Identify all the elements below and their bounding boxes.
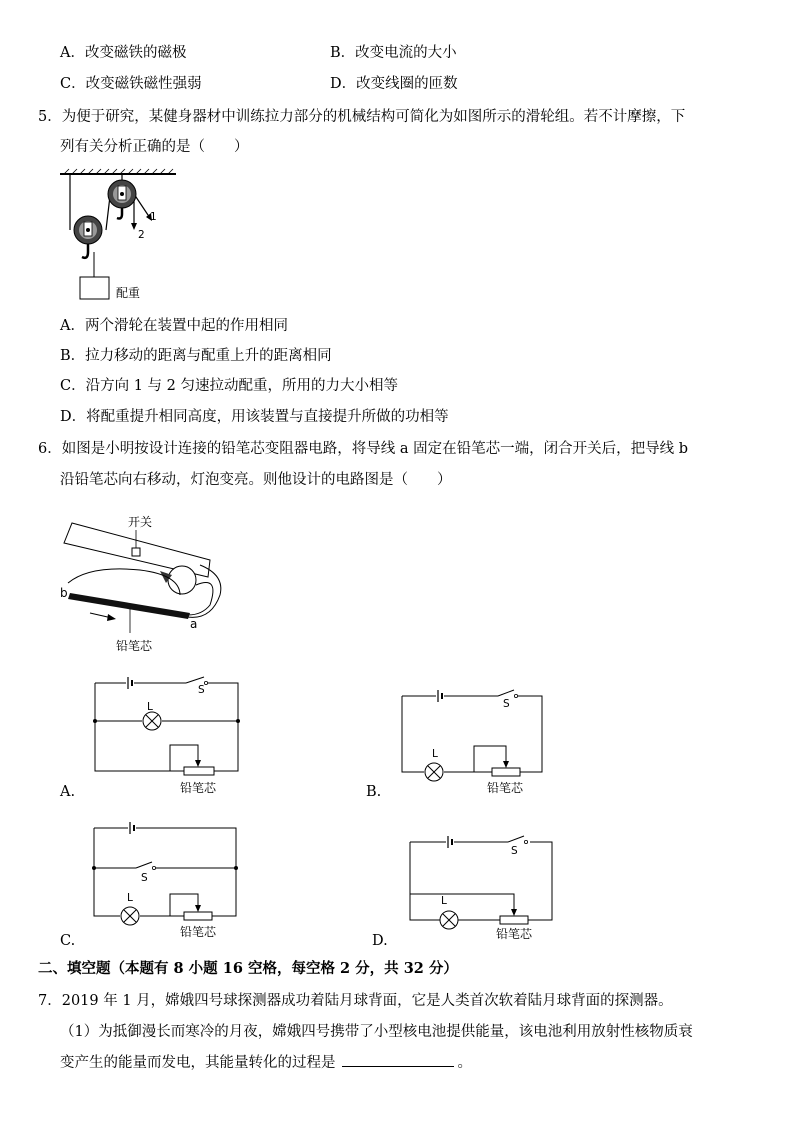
wire-a-label: a bbox=[190, 617, 198, 631]
q5-option-b: B．拉力移动的距离与配重上升的距离相同 bbox=[60, 348, 332, 364]
q4-option-a: A．改变磁铁的磁极 bbox=[60, 45, 187, 61]
option-c-letter: C. bbox=[60, 933, 76, 949]
pulley-label-2: 2 bbox=[138, 229, 145, 241]
q4-option-c: C．改变磁铁磁性强弱 bbox=[60, 76, 202, 92]
wire-b-label: b bbox=[60, 586, 68, 600]
circuit-c-lead-label: 铅笔芯 bbox=[180, 925, 217, 939]
q7-sub1-line2 bbox=[60, 1052, 472, 1073]
pencil-lead-label: 铅笔芯 bbox=[116, 639, 153, 653]
circuit-b bbox=[398, 688, 548, 778]
circuit-a-lamp-label: L bbox=[147, 701, 153, 713]
circuit-a-switch-label: S bbox=[198, 684, 205, 696]
q7-sub1-text: 变产生的能量而发电，其能量转化的过程是 bbox=[60, 1055, 336, 1071]
circuit-d-switch-label: S bbox=[511, 845, 518, 857]
q5-option-a: A．两个滑轮在装置中起的作用相同 bbox=[60, 318, 288, 334]
circuit-c bbox=[90, 822, 240, 932]
q6-stem-line1: 6．如图是小明按设计连接的铅笔芯变阻器电路，将导线 a 固定在铅笔芯一端，闭合开关后，把导线 b bbox=[38, 441, 688, 457]
section-heading: 二、填空题（本题有 8 小题 16 空格，每空格 2 分，共 32 分） bbox=[38, 960, 458, 977]
q5-stem-line1: 5．为便于研究，某健身器材中训练拉力部分的机械结构可简化为如图所示的滑轮组。若不计摩擦，下 bbox=[38, 109, 686, 125]
q7-sub1-end: 。 bbox=[457, 1055, 472, 1071]
circuit-a bbox=[90, 675, 245, 785]
pulley-label-1: 1 bbox=[150, 211, 157, 223]
switch-label: 开关 bbox=[128, 515, 153, 529]
circuit-d bbox=[406, 836, 556, 926]
option-d-letter: D. bbox=[372, 933, 388, 949]
q5-stem-line2: 列有关分析正确的是（ ） bbox=[60, 139, 249, 155]
circuit-d-lamp-label: L bbox=[441, 895, 447, 907]
q7-sub1-line1: （1）为抵御漫长而寒冷的月夜，嫦娥四号携带了小型核电池提供能量，该电池利用放射性核物质衰 bbox=[60, 1024, 693, 1040]
circuit-c-switch-label: S bbox=[141, 872, 148, 884]
q4-option-b: B．改变电流的大小 bbox=[330, 45, 457, 61]
option-a-letter: A. bbox=[60, 784, 76, 800]
circuit-d-lead-label: 铅笔芯 bbox=[496, 927, 533, 941]
q6-stem-line2: 沿铅笔芯向右移动，灯泡变亮。则他设计的电路图是（ ） bbox=[60, 472, 452, 488]
q4-option-d: D．改变线圈的匝数 bbox=[330, 76, 458, 92]
q7-stem: 7．2019 年 1 月，嫦娥四号球探测器成功着陆月球背面，它是人类首次软着陆月球背面的探测器。 bbox=[38, 993, 673, 1009]
circuit-b-lamp-label: L bbox=[432, 748, 438, 760]
circuit-b-switch-label: S bbox=[503, 698, 510, 710]
q5-option-d: D．将配重提升相同高度，用该装置与直接提升所做的功相等 bbox=[60, 409, 449, 425]
weight-label: 配重 bbox=[116, 286, 141, 300]
option-b-letter: B. bbox=[366, 784, 382, 800]
circuit-a-lead-label: 铅笔芯 bbox=[180, 781, 217, 795]
circuit-b-lead-label: 铅笔芯 bbox=[487, 781, 524, 795]
circuit-c-lamp-label: L bbox=[127, 892, 133, 904]
q5-option-c: C．沿方向 1 与 2 匀速拉动配重，所用的力大小相等 bbox=[60, 378, 398, 394]
pulley-figure bbox=[58, 168, 188, 303]
answer-blank[interactable] bbox=[342, 1052, 454, 1067]
